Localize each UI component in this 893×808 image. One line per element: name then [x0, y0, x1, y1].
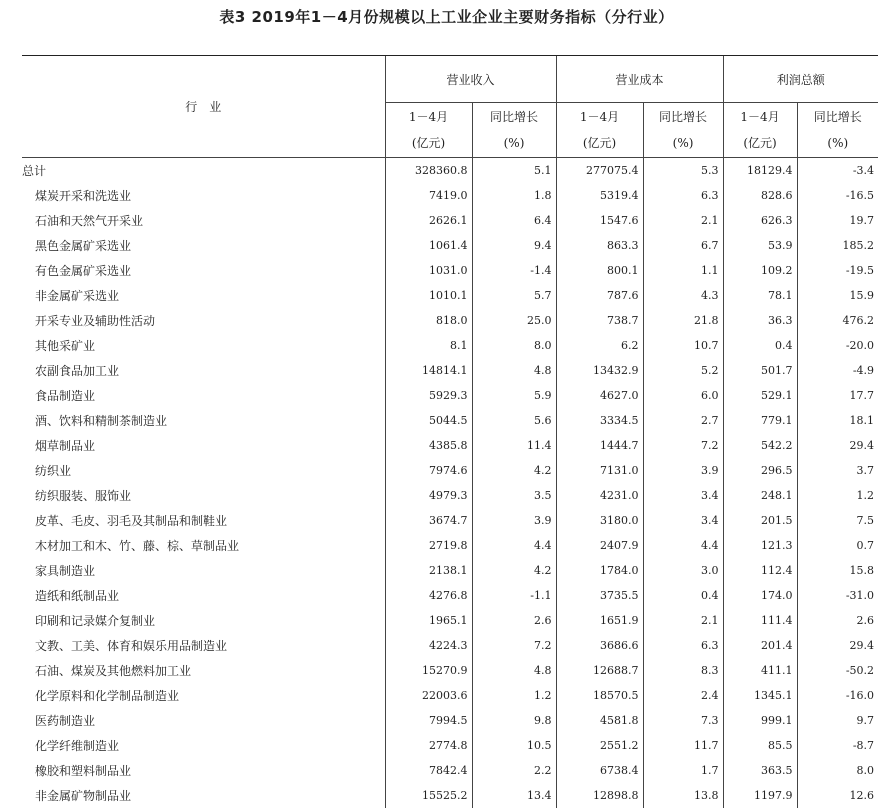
cell-profit-g: -16.5	[797, 183, 878, 208]
cell-cost-g: 5.3	[643, 158, 723, 184]
cell-rev-g: 1.8	[472, 183, 556, 208]
table-row	[22, 733, 878, 758]
cell-profit: 174.0	[723, 583, 797, 608]
cell-profit-g: 8.0	[797, 758, 878, 783]
table-row	[22, 683, 878, 708]
table-row	[22, 758, 878, 783]
cell-cost-g: 21.8	[643, 308, 723, 333]
cell-profit-g: 3.7	[797, 458, 878, 483]
table-row	[22, 558, 878, 583]
cell-rev-g: 8.0	[472, 333, 556, 358]
cell-cost: 3334.5	[556, 408, 643, 433]
industry-name: 黑色金属矿采选业	[22, 233, 385, 258]
cell-profit-g: 18.1	[797, 408, 878, 433]
table-row	[22, 433, 878, 458]
cell-rev-g: 5.7	[472, 283, 556, 308]
industry-name: 非金属矿物制品业	[22, 783, 385, 808]
cell-profit-g: -16.0	[797, 683, 878, 708]
cell-rev: 2626.1	[385, 208, 472, 233]
cell-cost-g: 2.7	[643, 408, 723, 433]
cell-rev: 1965.1	[385, 608, 472, 633]
cell-rev-g: 4.8	[472, 658, 556, 683]
cell-rev-g: 5.1	[472, 158, 556, 184]
cell-rev: 2774.8	[385, 733, 472, 758]
table-row	[22, 583, 878, 608]
cell-profit: 109.2	[723, 258, 797, 283]
cell-rev: 4385.8	[385, 433, 472, 458]
industry-name: 有色金属矿采选业	[22, 258, 385, 283]
profit-growth-header: 同比增长 (%)	[797, 103, 878, 158]
cell-profit: 121.3	[723, 533, 797, 558]
cell-cost: 2407.9	[556, 533, 643, 558]
cell-cost-g: 3.9	[643, 458, 723, 483]
table-title: 表3 2019年1－4月份规模以上工业企业主要财务指标（分行业）	[0, 6, 893, 27]
industry-name: 非金属矿采选业	[22, 283, 385, 308]
industry-name: 石油和天然气开采业	[22, 208, 385, 233]
industry-name: 造纸和纸制品业	[22, 583, 385, 608]
cell-rev: 4276.8	[385, 583, 472, 608]
cell-rev: 15525.2	[385, 783, 472, 808]
cell-rev: 2138.1	[385, 558, 472, 583]
industry-name: 纺织业	[22, 458, 385, 483]
cell-profit-g: -4.9	[797, 358, 878, 383]
cell-rev-g: 4.4	[472, 533, 556, 558]
cell-rev-g: 9.8	[472, 708, 556, 733]
industry-header: 行 业	[22, 56, 385, 158]
cell-profit: 18129.4	[723, 158, 797, 184]
cell-profit-g: 29.4	[797, 433, 878, 458]
table-row	[22, 633, 878, 658]
cell-profit: 529.1	[723, 383, 797, 408]
cell-rev: 1031.0	[385, 258, 472, 283]
cell-cost: 6738.4	[556, 758, 643, 783]
cell-rev: 2719.8	[385, 533, 472, 558]
cell-cost-g: 2.1	[643, 608, 723, 633]
table-row	[22, 508, 878, 533]
cell-profit-g: 7.5	[797, 508, 878, 533]
table-row	[22, 308, 878, 333]
cell-rev-g: 5.9	[472, 383, 556, 408]
cell-profit: 828.6	[723, 183, 797, 208]
cell-profit-g: 2.6	[797, 608, 878, 633]
cell-rev-g: 3.9	[472, 508, 556, 533]
cell-profit: 626.3	[723, 208, 797, 233]
cell-profit-g: -50.2	[797, 658, 878, 683]
cell-cost: 738.7	[556, 308, 643, 333]
cell-rev-g: 13.4	[472, 783, 556, 808]
table-row	[22, 258, 878, 283]
cell-profit-g: -20.0	[797, 333, 878, 358]
cell-rev: 15270.9	[385, 658, 472, 683]
industry-name: 开采专业及辅助性活动	[22, 308, 385, 333]
cell-cost: 863.3	[556, 233, 643, 258]
profit-period-header: 1－4月 (亿元)	[723, 103, 797, 158]
cell-profit-g: -19.5	[797, 258, 878, 283]
cell-cost: 3686.6	[556, 633, 643, 658]
cell-profit-g: -8.7	[797, 733, 878, 758]
cell-cost-g: 8.3	[643, 658, 723, 683]
industry-name: 化学原料和化学制品制造业	[22, 683, 385, 708]
cell-rev-g: 7.2	[472, 633, 556, 658]
cell-rev-g: 2.6	[472, 608, 556, 633]
cell-rev: 14814.1	[385, 358, 472, 383]
cell-profit-g: 0.7	[797, 533, 878, 558]
cell-rev: 1061.4	[385, 233, 472, 258]
cell-rev: 4224.3	[385, 633, 472, 658]
cell-profit-g: 1.2	[797, 483, 878, 508]
cost-growth-header: 同比增长 (%)	[643, 103, 723, 158]
cell-cost: 3180.0	[556, 508, 643, 533]
table-row	[22, 208, 878, 233]
cell-profit: 0.4	[723, 333, 797, 358]
table-row	[22, 333, 878, 358]
cell-cost: 4627.0	[556, 383, 643, 408]
cell-rev: 4979.3	[385, 483, 472, 508]
cell-cost: 277075.4	[556, 158, 643, 184]
cell-rev-g: -1.1	[472, 583, 556, 608]
cell-profit: 248.1	[723, 483, 797, 508]
cell-rev: 22003.6	[385, 683, 472, 708]
cell-cost-g: 5.2	[643, 358, 723, 383]
cell-profit: 542.2	[723, 433, 797, 458]
table-row	[22, 233, 878, 258]
cell-cost-g: 3.4	[643, 483, 723, 508]
cell-profit: 1197.9	[723, 783, 797, 808]
table-row	[22, 383, 878, 408]
table-row	[22, 533, 878, 558]
table-row	[22, 708, 878, 733]
cell-cost: 5319.4	[556, 183, 643, 208]
cell-profit-g: 15.8	[797, 558, 878, 583]
cell-cost-g: 2.1	[643, 208, 723, 233]
cell-cost: 18570.5	[556, 683, 643, 708]
cell-profit-g: 476.2	[797, 308, 878, 333]
industry-name: 化学纤维制造业	[22, 733, 385, 758]
cell-rev-g: -1.4	[472, 258, 556, 283]
industry-name: 农副食品加工业	[22, 358, 385, 383]
financial-indicators-table	[22, 55, 878, 808]
cell-cost-g: 0.4	[643, 583, 723, 608]
cell-cost-g: 1.1	[643, 258, 723, 283]
cell-profit: 201.4	[723, 633, 797, 658]
cell-cost-g: 4.4	[643, 533, 723, 558]
cell-cost: 1651.9	[556, 608, 643, 633]
industry-name: 皮革、毛皮、羽毛及其制品和制鞋业	[22, 508, 385, 533]
cell-profit-g: -31.0	[797, 583, 878, 608]
revenue-period-header: 1－4月 (亿元)	[385, 103, 472, 158]
cell-profit-g: 12.6	[797, 783, 878, 808]
cell-profit: 999.1	[723, 708, 797, 733]
cell-rev-g: 3.5	[472, 483, 556, 508]
cell-cost-g: 2.4	[643, 683, 723, 708]
cell-cost: 787.6	[556, 283, 643, 308]
cell-rev-g: 9.4	[472, 233, 556, 258]
table-row	[22, 783, 878, 808]
cell-rev-g: 11.4	[472, 433, 556, 458]
revenue-header: 营业收入	[385, 56, 556, 103]
industry-name: 木材加工和木、竹、藤、棕、草制品业	[22, 533, 385, 558]
industry-name: 文教、工美、体育和娱乐用品制造业	[22, 633, 385, 658]
industry-name: 医药制造业	[22, 708, 385, 733]
cell-cost-g: 3.0	[643, 558, 723, 583]
industry-name: 其他采矿业	[22, 333, 385, 358]
cell-cost: 1784.0	[556, 558, 643, 583]
table-row	[22, 158, 878, 184]
cell-profit: 201.5	[723, 508, 797, 533]
cell-cost-g: 3.4	[643, 508, 723, 533]
cell-cost-g: 11.7	[643, 733, 723, 758]
cell-profit: 779.1	[723, 408, 797, 433]
cell-rev: 7419.0	[385, 183, 472, 208]
cell-profit-g: 29.4	[797, 633, 878, 658]
cell-cost-g: 7.2	[643, 433, 723, 458]
cell-rev-g: 1.2	[472, 683, 556, 708]
cell-rev-g: 2.2	[472, 758, 556, 783]
cell-profit: 1345.1	[723, 683, 797, 708]
cell-rev: 5929.3	[385, 383, 472, 408]
cell-profit-g: 15.9	[797, 283, 878, 308]
cell-rev: 5044.5	[385, 408, 472, 433]
cell-cost: 4231.0	[556, 483, 643, 508]
cell-cost-g: 13.8	[643, 783, 723, 808]
cell-rev-g: 6.4	[472, 208, 556, 233]
cell-cost: 800.1	[556, 258, 643, 283]
cell-profit: 112.4	[723, 558, 797, 583]
table-row	[22, 183, 878, 208]
cost-period-header: 1－4月 (亿元)	[556, 103, 643, 158]
cell-profit: 85.5	[723, 733, 797, 758]
cell-profit: 411.1	[723, 658, 797, 683]
cell-cost-g: 7.3	[643, 708, 723, 733]
cell-profit: 296.5	[723, 458, 797, 483]
cell-cost-g: 6.0	[643, 383, 723, 408]
cell-rev: 8.1	[385, 333, 472, 358]
table-row	[22, 358, 878, 383]
cell-cost: 1444.7	[556, 433, 643, 458]
cell-rev-g: 4.2	[472, 458, 556, 483]
cell-cost-g: 1.7	[643, 758, 723, 783]
industry-name: 纺织服装、服饰业	[22, 483, 385, 508]
industry-name: 橡胶和塑料制品业	[22, 758, 385, 783]
table-row	[22, 408, 878, 433]
cell-cost: 7131.0	[556, 458, 643, 483]
cell-rev-g: 4.2	[472, 558, 556, 583]
cell-cost-g: 6.3	[643, 183, 723, 208]
table-row	[22, 483, 878, 508]
cell-profit: 78.1	[723, 283, 797, 308]
cell-cost-g: 10.7	[643, 333, 723, 358]
cell-profit: 111.4	[723, 608, 797, 633]
cell-profit: 363.5	[723, 758, 797, 783]
industry-name: 石油、煤炭及其他燃料加工业	[22, 658, 385, 683]
industry-name: 酒、饮料和精制茶制造业	[22, 408, 385, 433]
cell-profit-g: 19.7	[797, 208, 878, 233]
cell-profit-g: 185.2	[797, 233, 878, 258]
cell-rev: 1010.1	[385, 283, 472, 308]
cell-rev-g: 10.5	[472, 733, 556, 758]
cell-rev-g: 5.6	[472, 408, 556, 433]
industry-name: 烟草制品业	[22, 433, 385, 458]
industry-name: 煤炭开采和洗选业	[22, 183, 385, 208]
table-body	[22, 158, 878, 808]
cell-rev: 7974.6	[385, 458, 472, 483]
cell-cost-g: 6.3	[643, 633, 723, 658]
cell-profit: 36.3	[723, 308, 797, 333]
table-row	[22, 658, 878, 683]
revenue-growth-header: 同比增长 (%)	[472, 103, 556, 158]
cell-rev: 3674.7	[385, 508, 472, 533]
cell-rev: 7842.4	[385, 758, 472, 783]
cell-cost: 2551.2	[556, 733, 643, 758]
table-row	[22, 458, 878, 483]
cost-header: 营业成本	[556, 56, 723, 103]
cell-profit-g: 9.7	[797, 708, 878, 733]
cell-profit: 53.9	[723, 233, 797, 258]
cell-cost: 1547.6	[556, 208, 643, 233]
cell-profit: 501.7	[723, 358, 797, 383]
cell-cost-g: 4.3	[643, 283, 723, 308]
profit-header: 利润总额	[723, 56, 878, 103]
cell-rev: 818.0	[385, 308, 472, 333]
industry-name: 总计	[22, 158, 385, 184]
cell-rev: 328360.8	[385, 158, 472, 184]
cell-cost: 3735.5	[556, 583, 643, 608]
industry-name: 家具制造业	[22, 558, 385, 583]
table-row	[22, 608, 878, 633]
cell-cost: 12898.8	[556, 783, 643, 808]
industry-name: 印刷和记录媒介复制业	[22, 608, 385, 633]
cell-cost-g: 6.7	[643, 233, 723, 258]
table-row	[22, 283, 878, 308]
cell-cost: 4581.8	[556, 708, 643, 733]
cell-cost: 6.2	[556, 333, 643, 358]
cell-cost: 13432.9	[556, 358, 643, 383]
cell-rev-g: 25.0	[472, 308, 556, 333]
cell-profit-g: 17.7	[797, 383, 878, 408]
cell-profit-g: -3.4	[797, 158, 878, 184]
industry-name: 食品制造业	[22, 383, 385, 408]
cell-rev-g: 4.8	[472, 358, 556, 383]
cell-rev: 7994.5	[385, 708, 472, 733]
cell-cost: 12688.7	[556, 658, 643, 683]
